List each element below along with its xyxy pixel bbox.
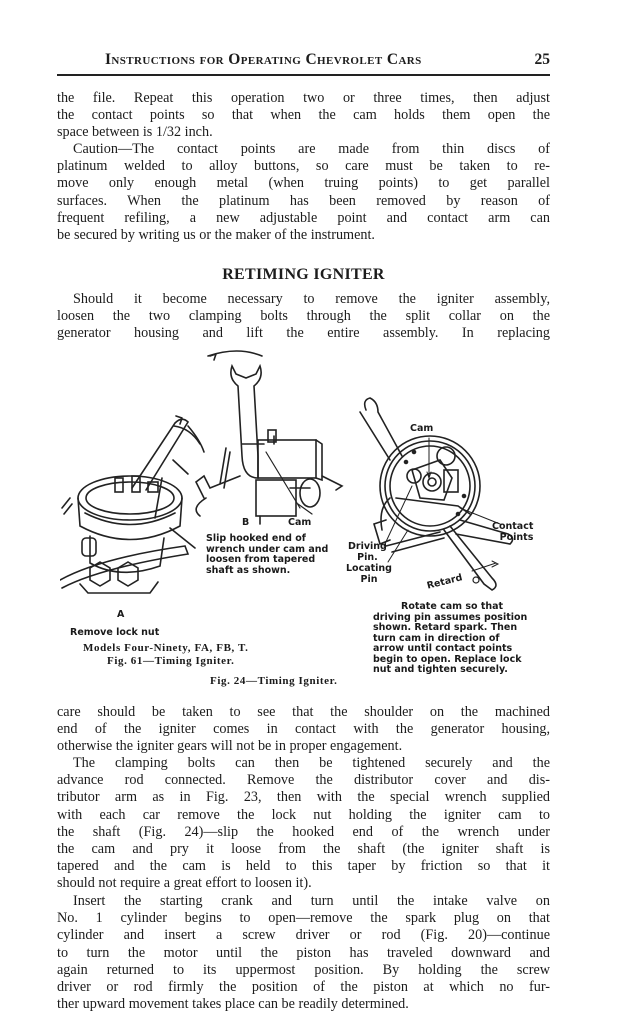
text-line: space between is 1/32 inch.	[57, 124, 213, 141]
panel-a-caption: Remove lock nut	[70, 627, 160, 638]
text-line: the contact points so that when the cam holds them open the	[57, 107, 550, 124]
text-line: The clamping bolts can then be tightened securely and the	[73, 755, 550, 771]
panel-c-caption	[373, 602, 527, 676]
caption-line: shaft as shown.	[206, 564, 291, 576]
retard-label: Retard	[425, 572, 464, 592]
text-line: No. 1 cylinder begins to open—remove the spark plug on that	[57, 910, 550, 927]
fig-61-caption: Fig. 61—Timing Igniter.	[107, 655, 235, 667]
caption-line: Slip hooked end of	[206, 533, 306, 544]
text-line: driver or rod firmly the position of the piston at which no fur-	[57, 979, 550, 996]
panel-a-drawing	[60, 416, 204, 593]
text-line: tributor arm as in Fig. 23, then with the special wrench supplied	[57, 789, 550, 806]
text-line: the file. Repeat this operation two or three times, then adjust	[57, 90, 550, 106]
text-line: generator housing and lift the entire assembly. In replacing	[57, 325, 550, 342]
text-line: Should it become necessary to remove the igniter assembly,	[73, 291, 550, 307]
text-line: end of the igniter comes in contact with the generator housing,	[57, 721, 550, 738]
caption-line: Rotate cam so that	[401, 601, 504, 612]
text-line: with each car remove the lock nut holding the igniter cam to	[57, 806, 550, 823]
text-line: platinum welded to alloy buttons, so care must be taken to re-	[57, 158, 550, 175]
timing-igniter-figure	[60, 348, 560, 693]
panel-b-caption	[206, 534, 328, 576]
caption-line: loosen from tapered	[206, 554, 316, 565]
text-line: otherwise the igniter gears will not be in proper engagement.	[57, 738, 403, 755]
panel-a-letter: A	[117, 609, 125, 620]
text-line: Caution—The contact points are made from thin discs of	[73, 141, 550, 157]
text-line: care should be taken to see that the shoulder on the machined	[57, 704, 550, 720]
text-line: ther upward movement takes place can be readily determined.	[57, 996, 409, 1013]
text-line: cylinder and insert a screw driver or rod (Fig. 20)—continue	[57, 927, 550, 944]
continuation-paragraph	[57, 704, 550, 756]
contact-points-label: Contact Points	[492, 521, 534, 543]
driving-pin-label: Driving Pin.	[348, 541, 387, 563]
caption-line: wrench under cam and	[206, 543, 329, 555]
caption-line: begin to open. Replace lock	[373, 653, 522, 665]
caption-line: shown. Retard spark. Then	[373, 622, 518, 633]
caution-paragraph	[57, 141, 550, 244]
running-header	[57, 50, 550, 76]
text-line: should not require a great effort to loosen it).	[57, 875, 312, 892]
caption-line: turn cam in direction of	[373, 632, 500, 644]
header-title: Instructions for Operating Chevrolet Cars	[105, 51, 422, 68]
caption-line: arrow until contact points	[373, 643, 513, 654]
text-line: loosen the two clamping bolts through the split collar on the	[57, 308, 550, 325]
text-line: to turn the motor until the piston has traveled downward and	[57, 944, 550, 961]
locating-pin-label: Locating Pin	[346, 563, 392, 585]
models-caption: Models Four-Ninety, FA, FB, T.	[83, 642, 249, 654]
panel-b-drawing	[196, 351, 342, 524]
caption-line: driving pin assumes position	[373, 611, 528, 623]
text-line: be secured by writing us or the maker of the instrument.	[57, 227, 375, 244]
panel-c-cam-label: Cam	[410, 423, 434, 434]
page-number: 25	[534, 51, 550, 68]
crank-paragraph	[57, 893, 550, 1013]
section-paragraph	[57, 291, 550, 343]
text-line: tapered and the cam is held to this taper by friction so that it	[57, 858, 550, 875]
text-line: again returned to its uppermost position. By holding the screw	[57, 961, 550, 978]
caption-line: nut and tighten securely.	[373, 664, 508, 675]
panel-b-cam-label: Cam	[288, 517, 312, 528]
fig-24-caption: Fig. 24—Timing Igniter.	[210, 675, 338, 687]
panel-b-letter: B	[242, 517, 250, 528]
text-line: move only enough metal (when truing points) to get parallel	[57, 175, 550, 192]
text-line: Insert the starting crank and turn until the intake valve on	[73, 893, 550, 909]
text-line: the shaft (Fig. 24)—slip the hooked end of the wrench under	[57, 823, 550, 840]
text-line: the cam and pry it loose from the shaft (the igniter shaft is	[57, 841, 550, 858]
text-line: frequent refiling, a new adjustable point and contact arm can	[57, 209, 550, 226]
clamping-paragraph	[57, 755, 550, 893]
text-line: surfaces. When the platinum has been removed by reason of	[57, 192, 550, 209]
intro-paragraph	[57, 90, 550, 142]
section-title: RETIMING IGNITER	[222, 266, 385, 283]
text-line: advance rod connected. Remove the distributor cover and dis-	[57, 772, 550, 789]
